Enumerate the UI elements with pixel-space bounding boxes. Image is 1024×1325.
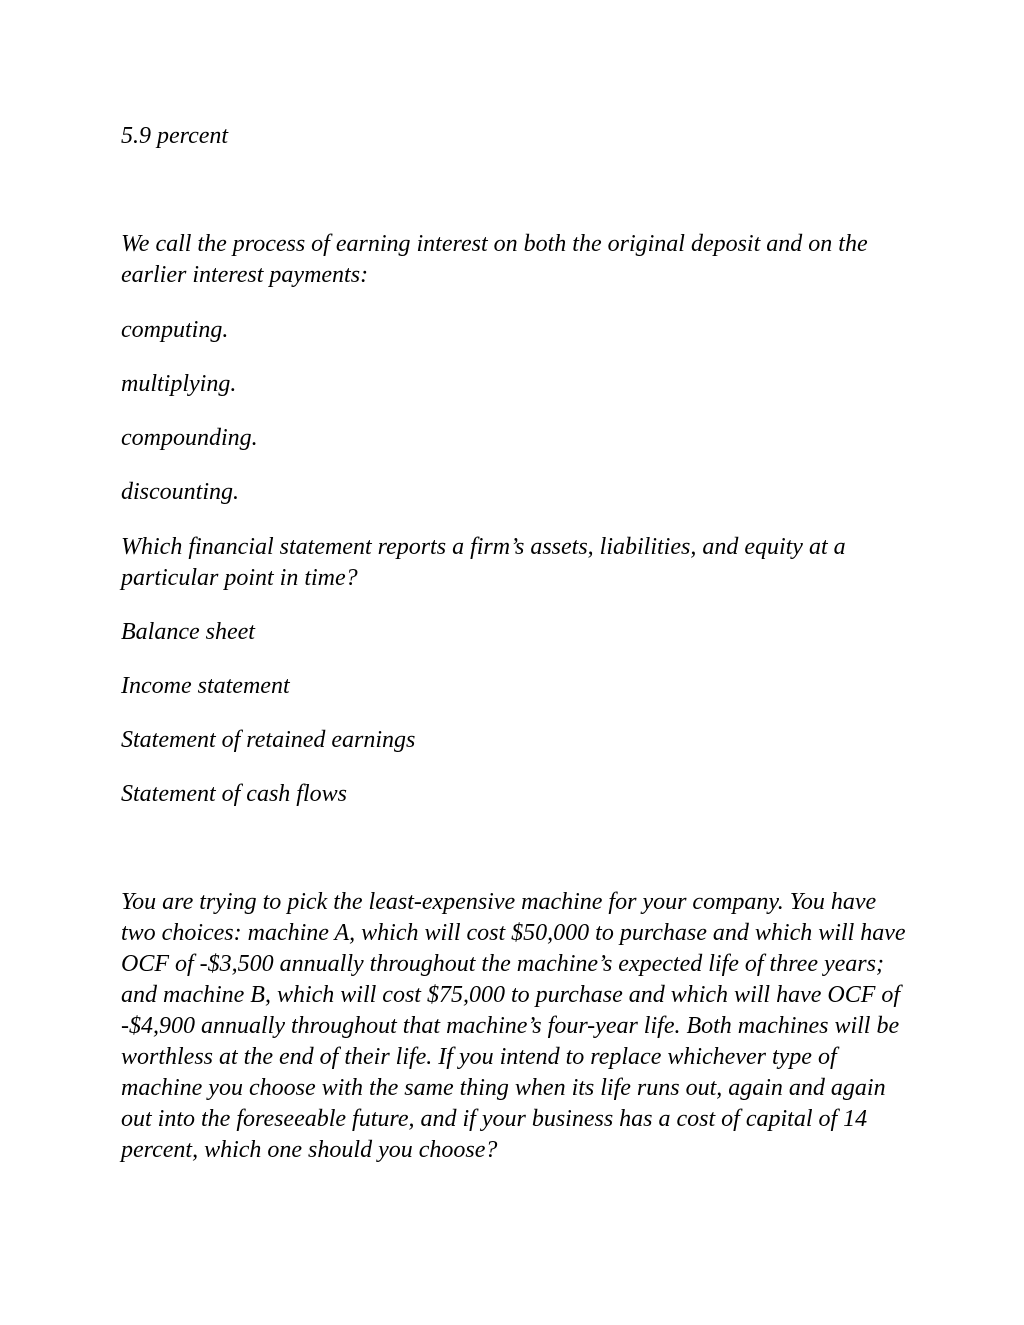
leading-answer-text: 5.9 percent (121, 123, 229, 149)
question-1-option-4: discounting. (121, 479, 239, 505)
question-3-prompt: You are trying to pick the least-expensive machine for your company. You have two choices: machine A, which will cost $50,000 to purchase and which will have OCF of -$3,500 annually throughout the machine’s expected life of three years; and machine B, which will cost $75,000 to purchase and which will have OCF of -$4,900 annually throughout that machine’s four-year life. Both machines will be worthless at the end of their life. If you intend to replace whichever type of machine you choose with the same thing when its life runs out, again and again out into the foreseeable future, and if your business has a cost of capital of 14 percent, which one should you choose? (121, 889, 906, 1163)
question-1-option-1: computing. (121, 317, 229, 343)
question-1-option-3: compounding. (121, 425, 258, 451)
question-1-prompt: We call the process of earning interest on both the original deposit and on the earlier interest payments: (121, 231, 868, 288)
question-2-option-4: Statement of cash flows (121, 781, 347, 807)
question-2-option-2: Income statement (121, 673, 290, 699)
question-1-option-2: multiplying. (121, 371, 237, 397)
question-2-option-3: Statement of retained earnings (121, 727, 416, 753)
question-2-prompt: Which financial statement reports a firm’s assets, liabilities, and equity at a particular point in time? (121, 534, 846, 591)
question-2-option-1: Balance sheet (121, 619, 255, 645)
